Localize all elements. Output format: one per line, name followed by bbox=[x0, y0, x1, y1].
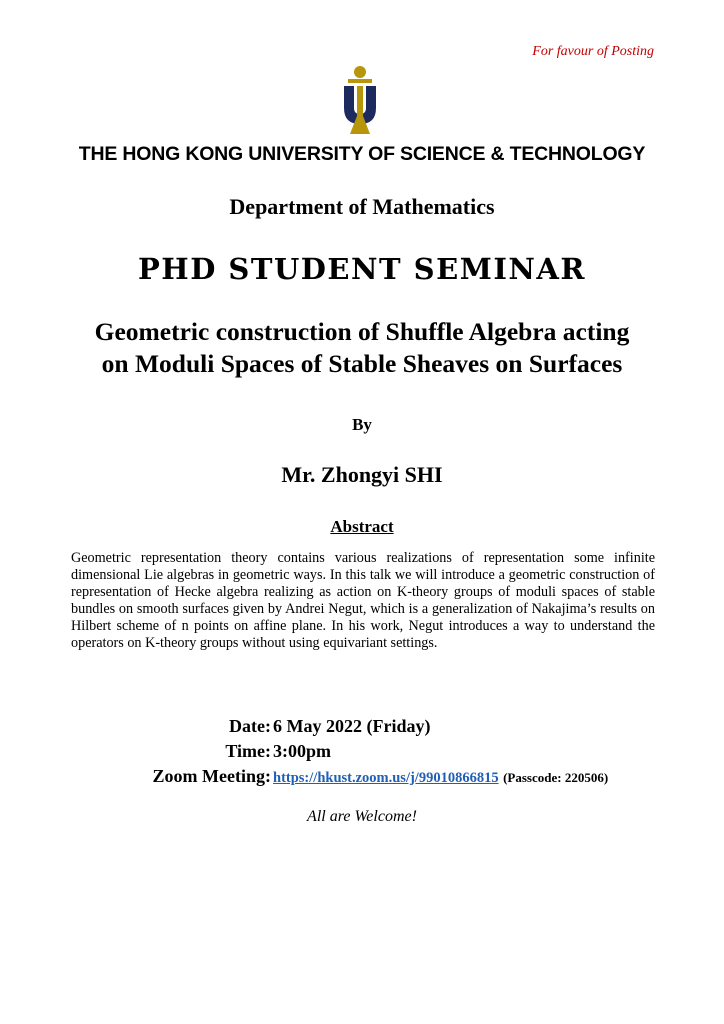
zoom-link[interactable]: https://hkust.zoom.us/j/99010866815 bbox=[273, 770, 499, 786]
seminar-heading: PHD STUDENT SEMINAR bbox=[137, 252, 587, 286]
talk-title bbox=[40, 316, 684, 380]
by-label: By bbox=[352, 415, 372, 434]
talk-title-line-2: on Moduli Spaces of Stable Sheaves on Surfaces bbox=[101, 349, 623, 378]
time-row bbox=[0, 741, 724, 765]
date-row bbox=[0, 716, 724, 740]
welcome-note: All are Welcome! bbox=[307, 808, 417, 825]
abstract-heading: Abstract bbox=[330, 517, 394, 536]
posting-note: For favour of Posting bbox=[532, 44, 654, 59]
university-name: THE HONG KONG UNIVERSITY OF SCIENCE & TECHNOLOGY bbox=[78, 143, 646, 165]
time-label: Time bbox=[225, 741, 265, 761]
time-value: 3:00pm bbox=[273, 741, 331, 761]
date-colon: : bbox=[265, 716, 271, 736]
date-label: Date bbox=[229, 716, 265, 736]
abstract-text: Geometric representation theory contains various realizations of representation some infinite dimensional Lie algebras in geometric ways. In this talk we will introduce a geometric construction of representation of Hecke algebra realizing as action on K-theory groups of moduli spaces of stable bundles on smooth surfaces given by Andrei Negut, which is a generalization of Nakajima’s results on Hilbert scheme of n points on affine plane. In his work, Negut introduces a way to understand the operators on K-theory groups without using equivariant settings. bbox=[71, 550, 655, 651]
time-colon: : bbox=[265, 741, 271, 761]
date-value: 6 May 2022 (Friday) bbox=[273, 716, 431, 736]
zoom-label: Zoom Meeting bbox=[152, 766, 265, 786]
zoom-colon: : bbox=[265, 766, 271, 786]
talk-title-line-1: Geometric construction of Shuffle Algebra acting bbox=[94, 317, 630, 346]
speaker-name: Mr. Zhongyi SHI bbox=[281, 462, 443, 487]
zoom-value bbox=[273, 766, 608, 787]
hkust-logo bbox=[338, 66, 382, 136]
department-name: Department of Mathematics bbox=[229, 194, 495, 219]
zoom-row bbox=[0, 766, 724, 790]
passcode: (Passcode: 220506) bbox=[503, 770, 609, 785]
